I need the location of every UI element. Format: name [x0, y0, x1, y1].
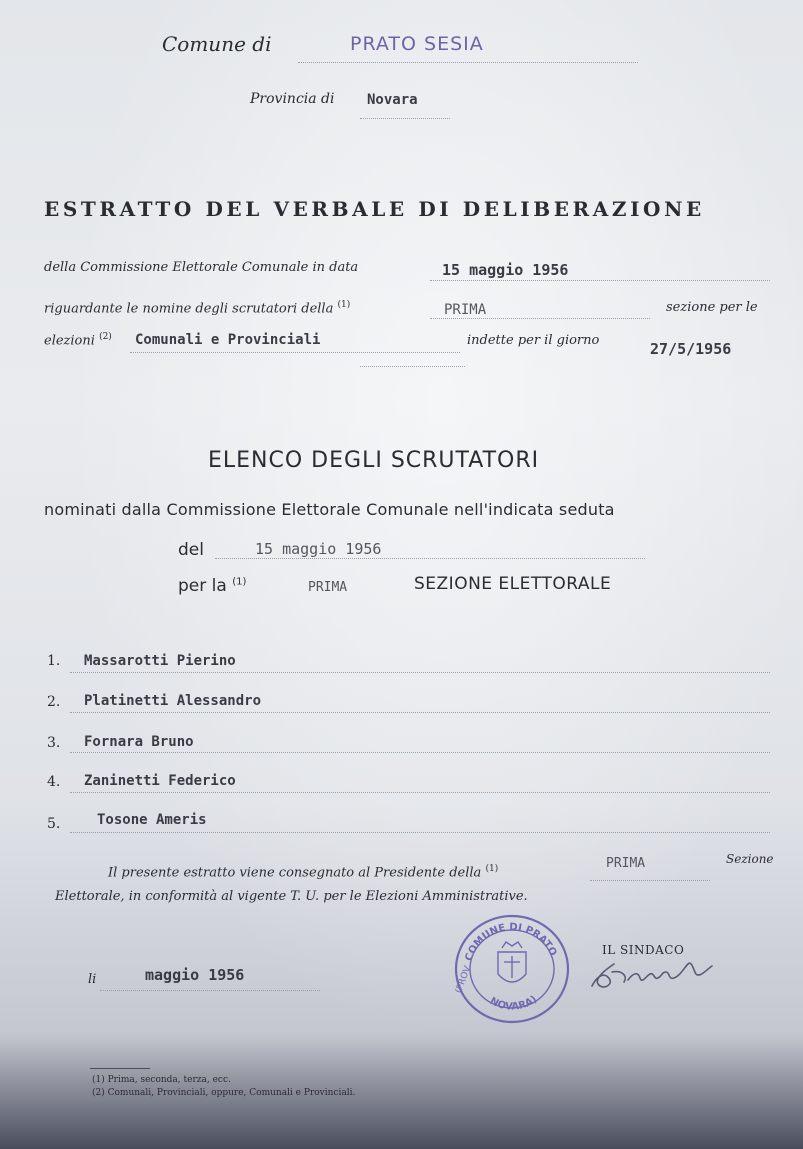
elenco-per-la-value: PRIMA [308, 580, 348, 595]
list-item-name: Massarotti Pierino [84, 653, 236, 669]
delib-line2-value: PRIMA [444, 302, 487, 318]
list-item-line [70, 792, 770, 793]
list-item-line [70, 752, 770, 753]
delib-line3-label: elezioni [44, 333, 95, 349]
closing-line1 [108, 864, 498, 880]
sindaco-label: IL SINDACO [602, 943, 685, 957]
delib-line2-label: riguardante le nomine degli scrutatori della [44, 301, 334, 317]
closing-text1: Il presente estratto viene consegnato al Presidente della [108, 865, 482, 881]
elenco-subtitle: nominati dalla Commissione Elettorale Comunale nell'indicata seduta [44, 500, 615, 519]
elenco-title: ELENCO DEGLI SCRUTATORI [208, 448, 540, 473]
comune-underline [298, 62, 638, 63]
stamp-text-bottom: NOVARA) [487, 993, 540, 1013]
closing-value: PRIMA [606, 856, 646, 871]
elenco-del-underline [215, 558, 645, 559]
list-item-name: Platinetti Alessandro [84, 693, 262, 709]
list-item-line [70, 832, 770, 833]
list-item-name: Fornara Bruno [84, 734, 194, 750]
delib-line2 [44, 300, 350, 316]
sindaco-signature [588, 950, 718, 996]
svg-text:NOVARA) [488, 994, 539, 1013]
stamp-text-top: COMUNE DI PRATO [463, 921, 559, 963]
footnote-1: (1) Prima, seconda, terza, ecc. [92, 1075, 231, 1085]
closing-sezione: Sezione [726, 852, 774, 866]
provincia-label: Provincia di [250, 91, 335, 107]
list-item-number: 3. [47, 735, 61, 751]
list-item-line [70, 712, 770, 713]
delib-line3-mid: indette per il giorno [467, 333, 600, 348]
li-underline [100, 990, 320, 991]
list-item-number: 2. [47, 694, 61, 710]
delib-line3-note: (2) [99, 332, 112, 342]
comune-label: Comune di [162, 32, 272, 56]
closing-underline [590, 880, 710, 881]
list-item-number: 1. [47, 653, 61, 669]
provincia-underline [360, 118, 450, 119]
footnote-2: (2) Comunali, Provinciali, oppure, Comunali e Provinciali. [92, 1088, 356, 1098]
li-label: li [88, 972, 97, 987]
delib-line3-underline-2 [360, 366, 465, 367]
estratto-title: ESTRATTO DEL VERBALE DI DELIBERAZIONE [44, 197, 705, 221]
delib-line2-suffix: sezione per le [666, 300, 758, 315]
list-item-line [70, 672, 770, 673]
delib-line1-label: della Commissione Elettorale Comunale in data [44, 260, 359, 275]
stamp-emblem-icon [498, 942, 526, 982]
stamp-text-left: (PROV. [454, 963, 474, 995]
elenco-per-la-note: (1) [232, 576, 247, 588]
elenco-del-label: del [178, 540, 204, 560]
footnote-divider [90, 1068, 150, 1069]
provincia-value: Novara [367, 92, 418, 108]
delib-line3-date: 27/5/1956 [650, 340, 732, 358]
delib-line2-underline [430, 318, 650, 319]
comune-value: PRATO SESIA [350, 33, 484, 55]
list-item-name: Zaninetti Federico [84, 773, 236, 789]
li-value: maggio 1956 [145, 966, 245, 984]
elenco-sezione-label: SEZIONE ELETTORALE [414, 574, 612, 594]
municipal-stamp [452, 912, 572, 1026]
delib-line3-underline [130, 352, 460, 353]
delib-line3 [44, 332, 112, 348]
list-item-number: 5. [47, 816, 61, 832]
delib-line1-underline [430, 280, 770, 281]
elenco-per-la [178, 576, 246, 596]
delib-line1-value: 15 maggio 1956 [442, 261, 569, 279]
elenco-per-la-label: per la [178, 576, 227, 596]
list-item-name: Tosone Ameris [97, 812, 207, 828]
closing-text2: Elettorale, in conformità al vigente T. U. per le Elezioni Amministrative. [55, 889, 528, 904]
closing-note: (1) [485, 864, 499, 874]
delib-line2-note: (1) [337, 300, 351, 310]
list-item-number: 4. [47, 774, 61, 790]
elenco-del-value: 15 maggio 1956 [255, 540, 382, 558]
delib-line3-value: Comunali e Provinciali [135, 332, 321, 348]
